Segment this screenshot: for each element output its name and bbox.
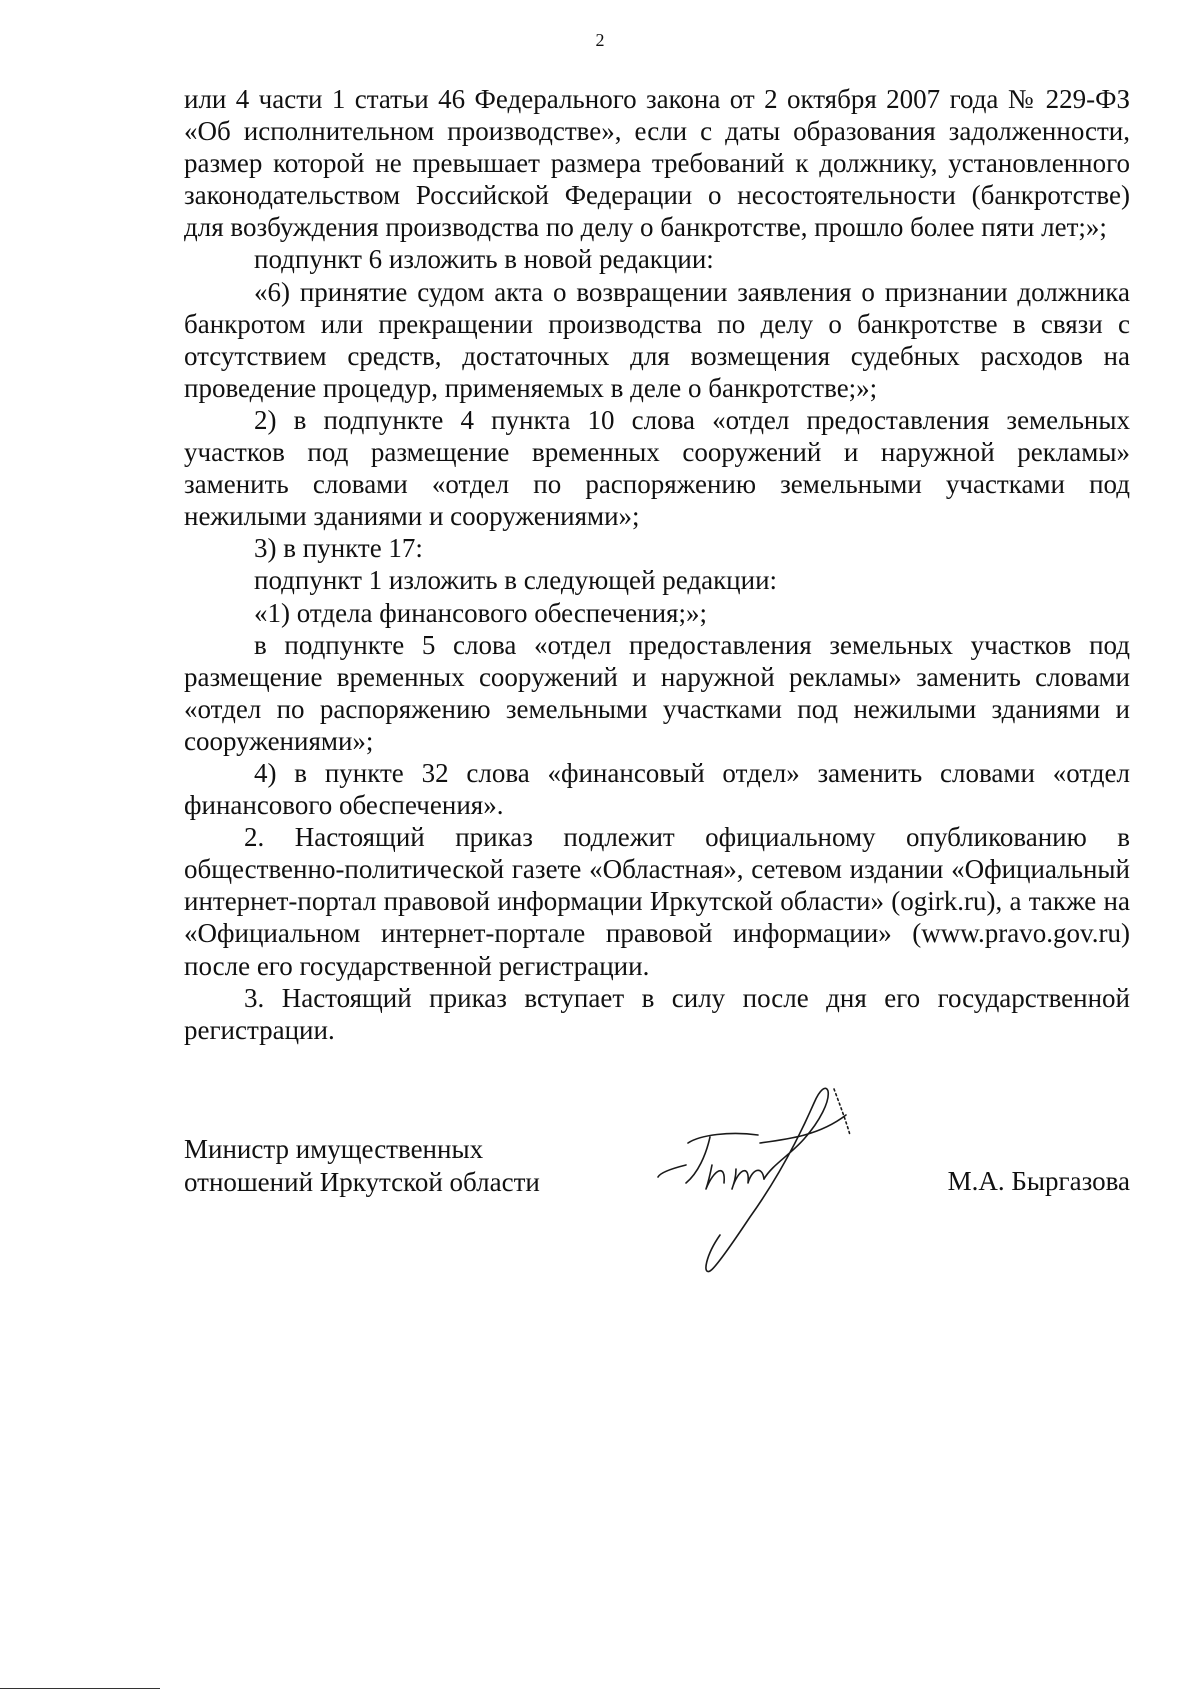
paragraph-item-2: 2) в подпункте 4 пункта 10 слова «отдел предоставления земельных участков под размещение временных сооружений и наружной рекламы» заменить словами «отдел по распоряжению земельными участками под нежилыми зданиями и сооружениями»;	[184, 404, 1130, 532]
paragraph-subclause-6-intro: подпункт 6 изложить в новой редакции:	[254, 244, 714, 275]
paragraph-subclause-1-intro: подпункт 1 изложить в следующей редакции:	[254, 565, 778, 596]
paragraph-clause-2: 2. Настоящий приказ подлежит официальному опубликованию в общественно-политической газете «Областная», сетевом издании «Официальный интернет-портал правовой информации Иркутской области» (ogirk.ru), а также на «Официальном интернет-портале правовой информации» (www.pravo.gov.ru) после его государственной регистрации.	[184, 822, 1130, 981]
signatory-position	[184, 1133, 540, 1198]
paragraph-subclause-1-text: «1) отдела финансового обеспечения;»;	[254, 597, 707, 628]
signatory-position-line-2: отношений Иркутской области	[184, 1166, 540, 1197]
paragraph-item-4: 4) в пункте 32 слова «финансовый отдел» заменить словами «отдел финансового обеспечения».	[184, 757, 1130, 821]
footnote-rule	[0, 1688, 160, 1689]
paragraph-item-3: 3) в пункте 17:	[254, 533, 423, 564]
paragraph-clause-3: 3. Настоящий приказ вступает в силу после дня его государственной регистрации.	[184, 982, 1130, 1045]
page-number: 2	[595, 30, 605, 50]
signatory-name: М.А. Быргазова	[947, 1166, 1130, 1196]
paragraph-subclause-5: в подпункте 5 слова «отдел предоставления земельных участков под размещение временных сооружений и наружной рекламы» заменить словами «отдел по распоряжению земельными участками под нежилыми зданиями и сооружениями»;	[184, 629, 1130, 756]
paragraph-continuation: или 4 части 1 статьи 46 Федерального закона от 2 октября 2007 года № 229-ФЗ «Об исполнительном производстве», если с даты образования задолженности, размер которой не превышает размера требований к должнику, установленного законодательством Российской Федерации о несостоятельности (банкротстве) для возбуждения производства по делу о банкротстве, прошло более пяти лет;»;	[184, 84, 1130, 243]
document-body	[184, 83, 1130, 1046]
signatory-position-line-1: Министр имущественных	[184, 1134, 484, 1164]
paragraph-subclause-6-text: «6) принятие судом акта о возвращении заявления о признании должника банкротом или прекращении производства по делу о банкротстве в связи с отсутствием средств, достаточных для возмещения судебных расходов на проведение процедур, применяемых в деле о банкротстве;»;	[184, 276, 1130, 403]
handwritten-signature	[640, 1065, 870, 1285]
